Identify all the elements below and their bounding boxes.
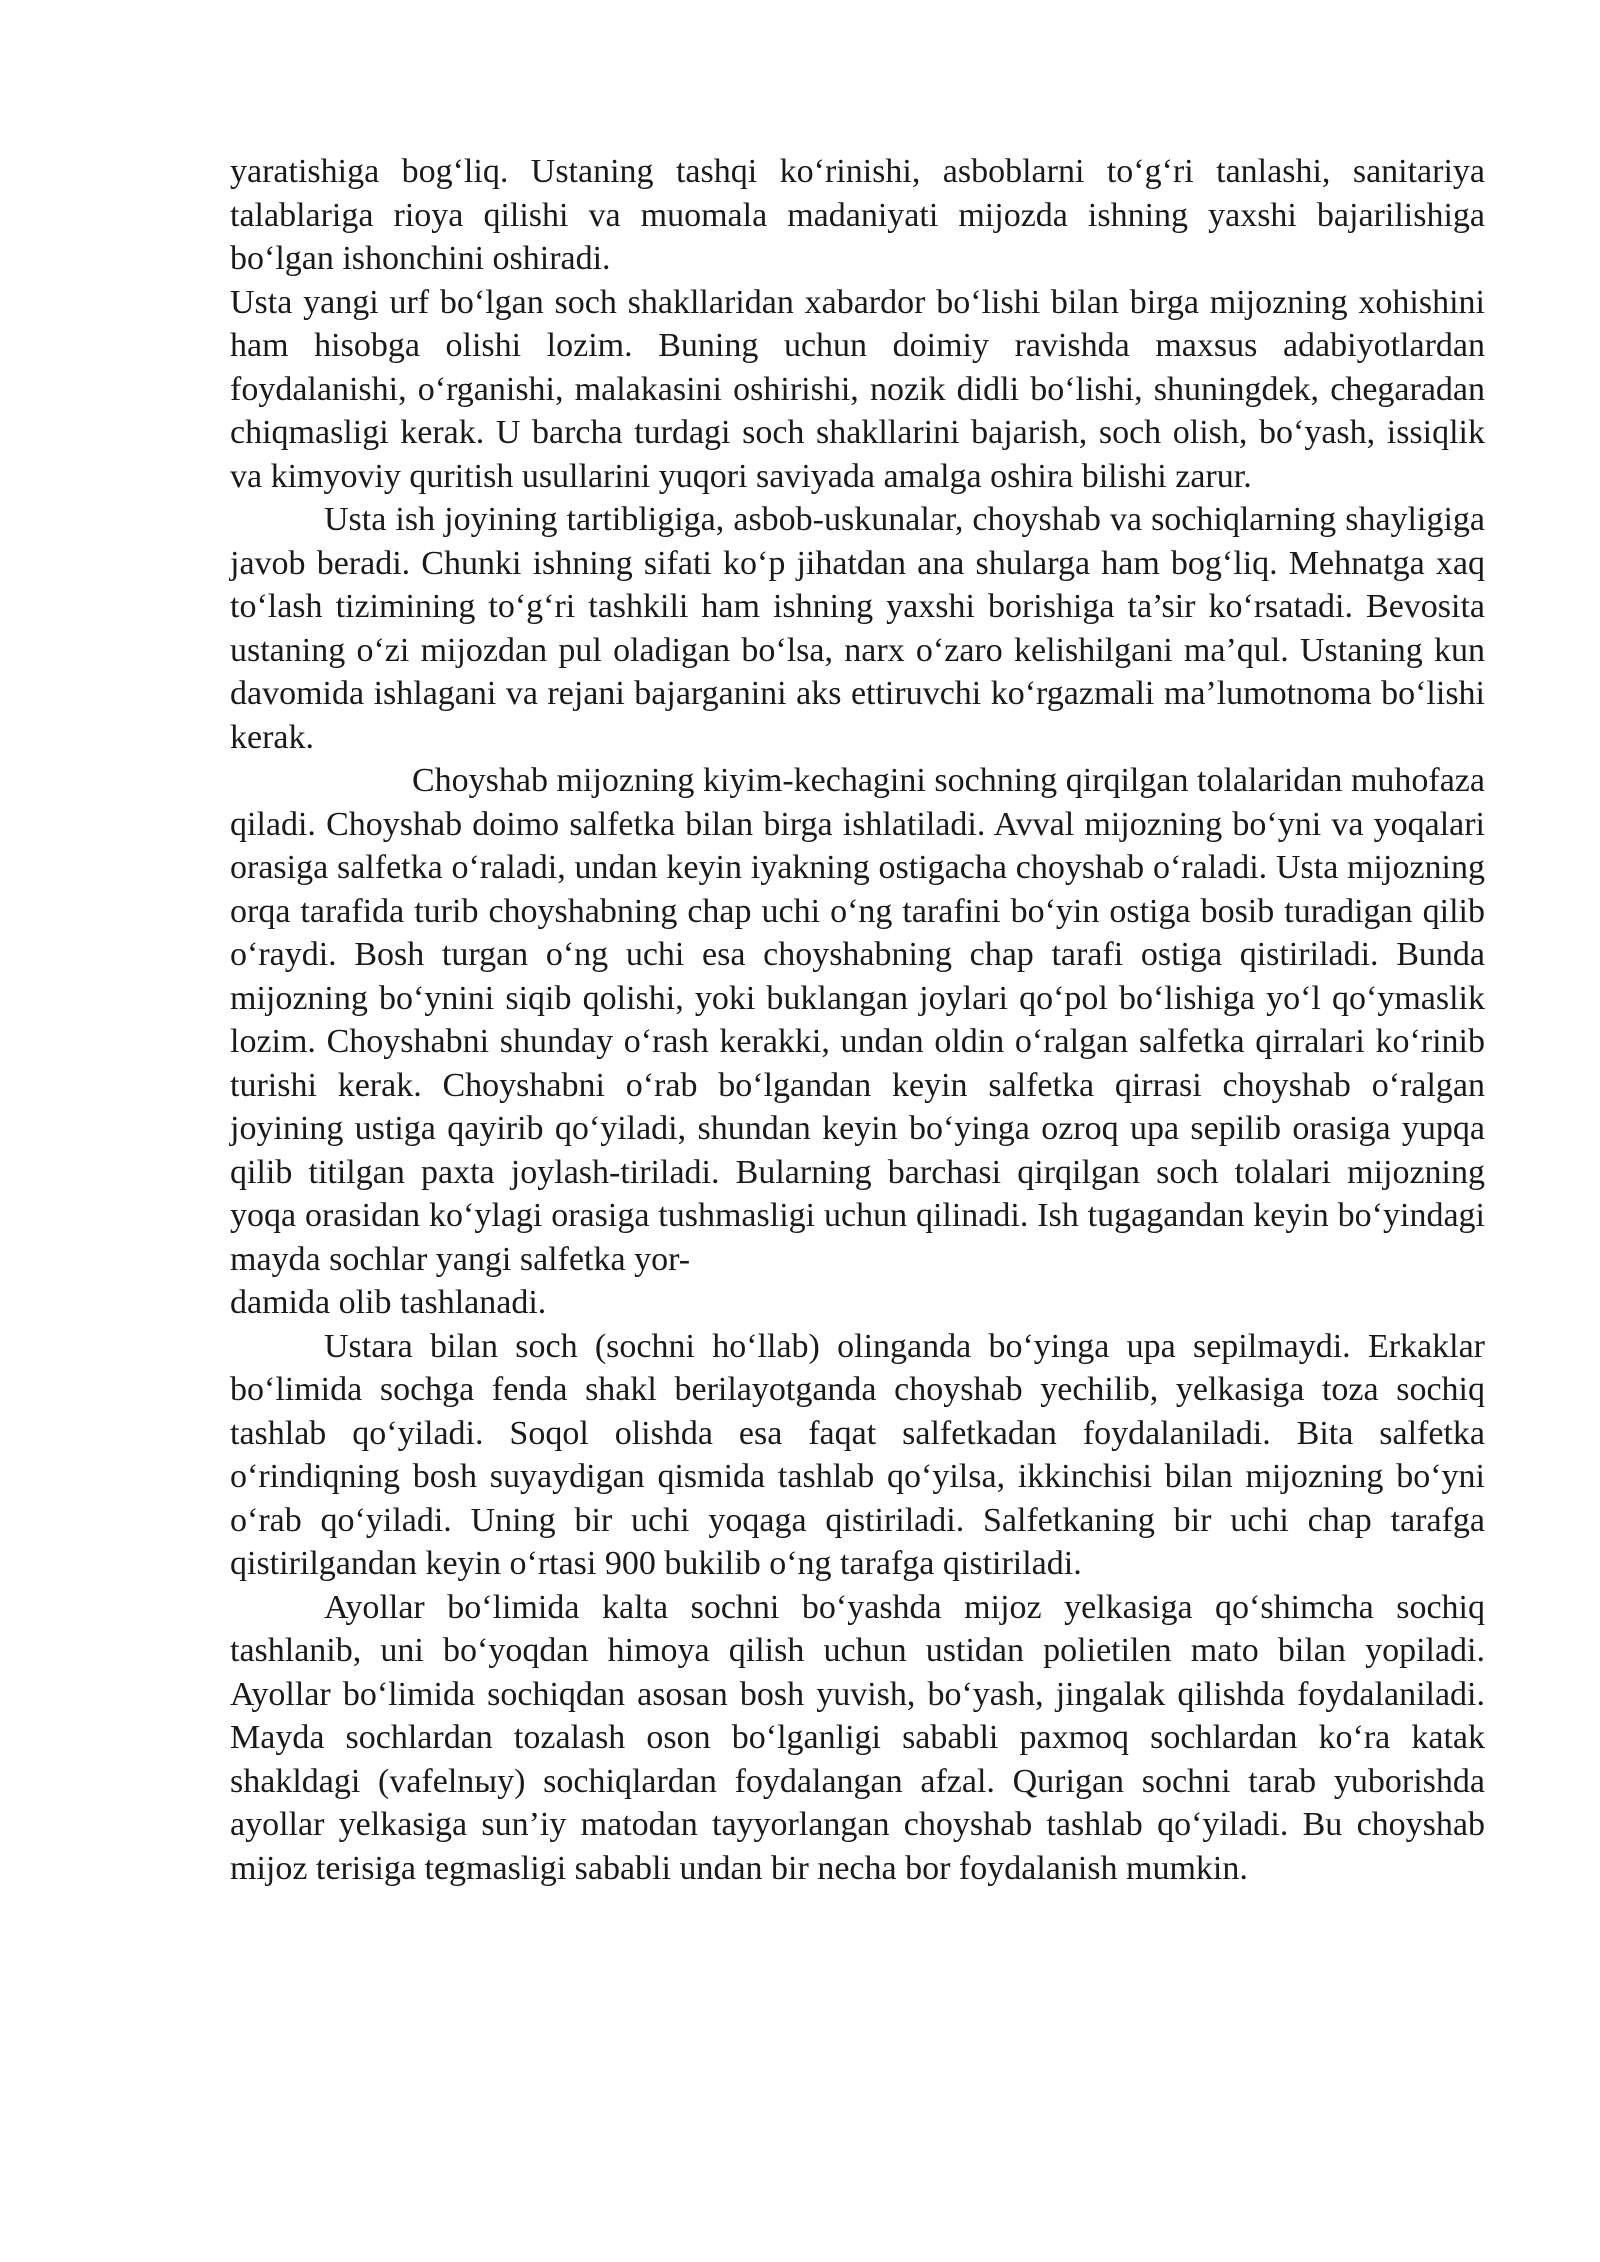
paragraph-5: Ustara bilan soch (sochni ho‘llab) olinganda bo‘yinga upa sepilmaydi. Erkaklar bo‘limida sochga fenda shakl berilayotganda choyshab yechilib, yelkasiga toza sochiq tashlab qo‘yiladi. Soqol olishda esa faqat salfetkadan foydalaniladi. Bita salfetka o‘rindiqning bosh suyaydigan qismida tashlab qo‘yilsa, ikkinchisi bilan mijozning bo‘yni o‘rab qo‘yiladi. Uning bir uchi yoqaga qistiriladi. Salfetkaning bir uchi chap tarafga qistirilgandan keyin o‘rtasi 900 bukilib o‘ng tarafga qistiriladi.	[230, 1327, 1485, 1582]
paragraph-1: yaratishiga bog‘liq. Ustaning tashqi ko‘rinishi, asboblarni to‘g‘ri tanlashi, sanitariya talablariga rioya qilishi va muomala madaniyati mijozda ishning yaxshi bajarilishiga bo‘lgan ishonchini oshiradi.	[230, 153, 1485, 277]
paragraph-3: Usta ish joyining tartibligiga, asbob-uskunalar, choyshab va sochiqlarning shayligiga javob beradi. Chunki ishning sifati ko‘p jihatdan ana shularga ham bog‘liq. Mehnatga xaq to‘lash tizimining to‘g‘ri tashkili ham ishning yaxshi borishiga ta’sir ko‘rsatadi. Bevosita ustaning o‘zi mijozdan pul oladigan bo‘lsa, narx o‘zaro kelishilgani ma’qul. Ustaning kun davomida ishlagani va rejani bajarganini aks ettiruvchi ko‘rgazmali ma’lumotnoma bo‘lishi kerak.	[230, 501, 1485, 756]
paragraph-2: Usta yangi urf bo‘lgan soch shakllaridan xabardor bo‘lishi bilan birga mijozning xohishini ham hisobga olishi lozim. Buning uchun doimiy ravishda maxsus adabiyotlardan foydalanishi, o‘rganishi, malakasini oshirishi, nozik didli bo‘lishi, shuningdek, chegaradan chiqmasligi kerak. U barcha turdagi soch shakllarini bajarish, soch olish, bo‘yash, issiqlik va kimyoviy quritish usullarini yuqori saviyada amalga oshira bilishi zarur.	[230, 283, 1485, 495]
document-page	[230, 150, 1485, 1890]
paragraph-6: Ayollar bo‘limida kalta sochni bo‘yashda mijoz yelkasiga qo‘shimcha sochiq tashlanib, uni bo‘yoqdan himoya qilish uchun ustidan polietilen mato bilan yopiladi. Ayollar bo‘limida sochiqdan asosan bosh yuvish, bo‘yash, jingalak qilishda foydalaniladi. Mayda sochlardan tozalash oson bo‘lganligi sababli paxmoq sochlardan ko‘ra katak shakldagi (vafelnыy) sochiqlardan foydalangan afzal. Qurigan sochni tarab yuborishda ayollar yelkasiga sun’iy matodan tayyorlangan choyshab tashlab qo‘yiladi. Bu choyshab mijoz terisiga tegmasligi sababli undan bir necha bor foydalanish mumkin.	[230, 1588, 1485, 1887]
paragraph-4: Choyshab mijozning kiyim-kechagini sochning qirqilgan tolalaridan muhofaza qiladi. Choyshab doimo salfetka bilan birga ishlatiladi. Avval mijozning bo‘yni va yoqalari orasiga salfetka o‘raladi, undan keyin iyakning ostigacha choyshab o‘raladi. Usta mijozning orqa tarafida turib choyshabning chap uchi o‘ng tarafini bo‘yin ostiga bosib turadigan qilib o‘raydi. Bosh turgan o‘ng uchi esa choyshabning chap tarafi ostiga qistiriladi. Bunda mijozning bo‘ynini siqib qolishi, yoki buklangan joylari qo‘pol bo‘lishiga yo‘l qo‘ymaslik lozim. Choyshabni shunday o‘rash kerakki, undan oldin o‘ralgan salfetka qirralari ko‘rinib turishi kerak. Choyshabni o‘rab bo‘lgandan keyin salfetka qirrasi choyshab o‘ralgan joyining ustiga qayirib qo‘yiladi, shundan keyin bo‘yinga ozroq upa sepilib orasiga yupqa qilib titilgan paxta joylash-tiriladi. Bularning barchasi qirqilgan soch tolalari mijozning yoqa orasidan ko‘ylagi orasiga tushmasligi uchun qilinadi. Ish tugagandan keyin bo‘yindagi mayda sochlar yangi salfetka yor- damida olib tashlanadi.	[230, 762, 1485, 1321]
